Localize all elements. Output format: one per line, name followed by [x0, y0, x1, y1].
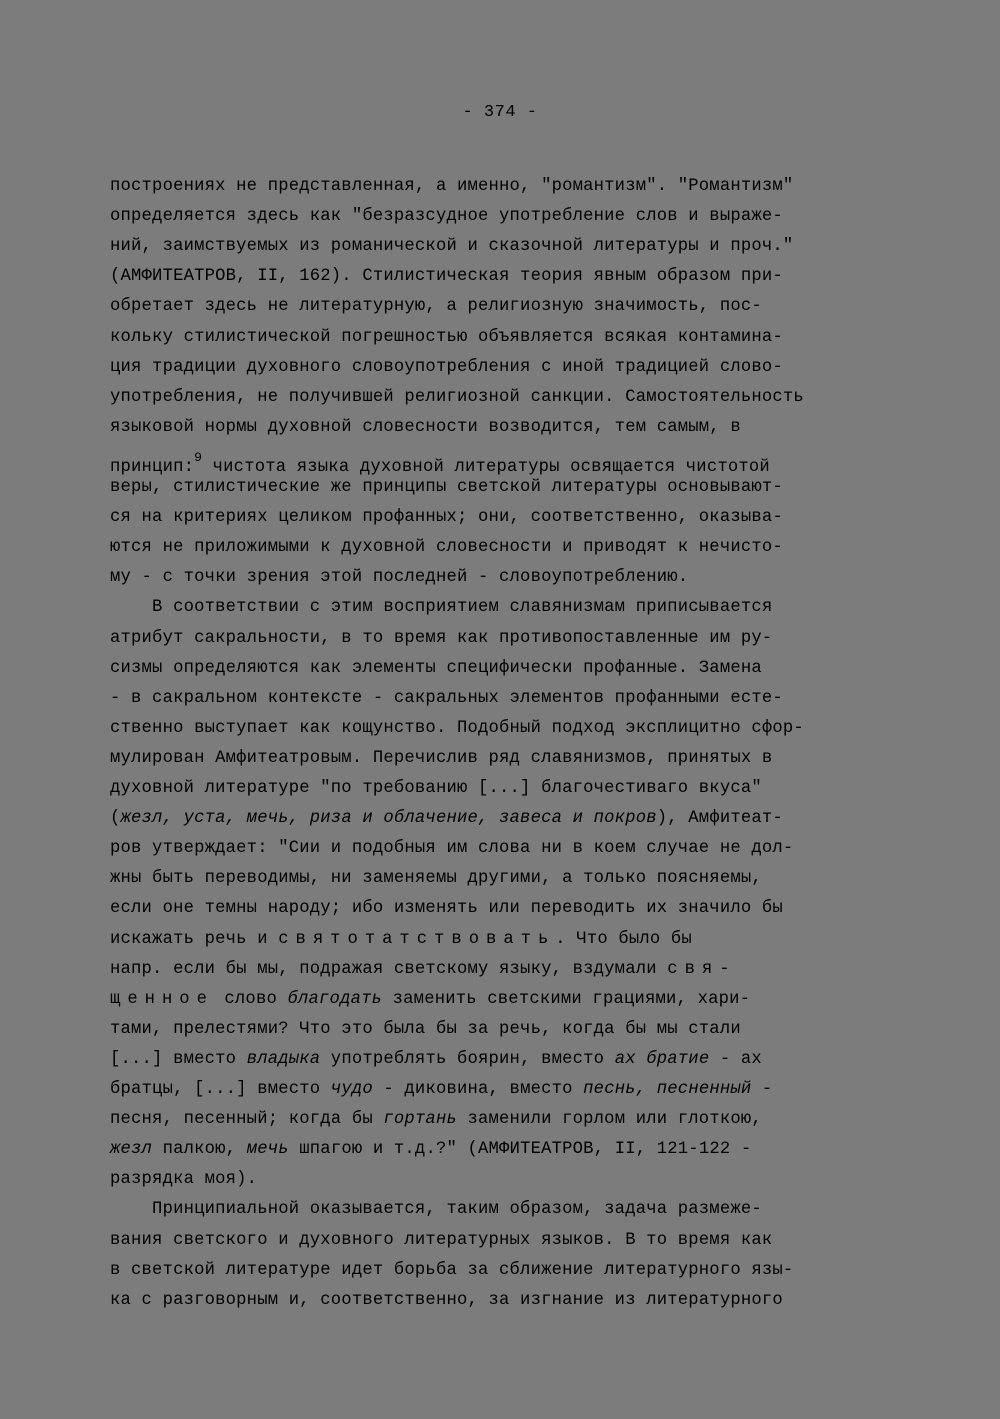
text-segment: сизмы определяются как элементы специфически профанные. Замена: [110, 658, 762, 678]
text-line: [110, 628, 772, 650]
text-line: [110, 1019, 741, 1041]
text-segment: песня, песенный; когда бы: [110, 1110, 384, 1130]
text-segment: ся на критериях целиком профанных; они, соответственно, оказыва-: [110, 508, 783, 528]
text-segment: палкою,: [152, 1140, 247, 1160]
text-segment: тами, прелестями? Что это была бы за речь, когда бы мы стали: [110, 1019, 741, 1039]
text-segment: Принципиальной оказывается, таким образом, задача размеже-: [110, 1200, 762, 1220]
text-segment: ка с разговорным и, соответственно, за изгнание из литературного: [110, 1290, 783, 1310]
text-line: [110, 447, 770, 479]
text-line: [110, 748, 772, 770]
text-line: [110, 327, 783, 349]
text-line: [110, 929, 692, 951]
text-segment: кольку стилистической погрешностью объявляется всякая контамина-: [110, 327, 783, 347]
italic-text: чудо: [330, 1080, 373, 1099]
text-segment: му - с точки зрения этой последней - словоупотреблению.: [110, 568, 689, 588]
italic-text: жезл: [110, 1140, 153, 1160]
italic-text: владыка: [246, 1049, 321, 1069]
text-line: [110, 357, 783, 379]
italic-text: гортань: [383, 1110, 457, 1130]
text-segment: языковой нормы духовной словесности возводится, тем самым, в: [110, 417, 741, 437]
text-segment: разрядка моя).: [110, 1170, 258, 1190]
text-line: [110, 688, 783, 710]
spaced-text: щенное: [110, 989, 214, 1009]
text-line: [110, 989, 750, 1011]
text-line: [110, 898, 783, 920]
text-segment: в светской литературе идет борьба за сближение литературного язы-: [110, 1260, 794, 1280]
text-segment: слово: [213, 989, 288, 1009]
page-number: - 374 -: [462, 103, 538, 122]
text-segment: напр. если бы мы, подражая светскому языку, вздумали: [110, 959, 668, 979]
text-segment: обретает здесь не литературную, а религиозную значимость, пос-: [110, 297, 762, 317]
text-segment: атрибут сакральности, в то время как противопоставленные им ру-: [110, 628, 773, 648]
text-segment: шпагою и т.д.?" (АМФИТЕАТРОВ, II, 121-122 -: [288, 1140, 752, 1160]
text-line: [110, 1199, 762, 1221]
text-segment: - диковина, вместо: [372, 1080, 584, 1099]
text-segment: вания светского и духовного литературных языков. В то время как: [110, 1230, 773, 1250]
text-line: [110, 778, 762, 800]
text-line: [110, 266, 783, 288]
text-line: [110, 868, 762, 890]
text-line: [110, 1260, 793, 1282]
text-line: [110, 1230, 772, 1252]
text-line: [110, 658, 762, 680]
text-line: [110, 808, 783, 830]
text-line: [110, 1169, 257, 1191]
text-line: [110, 718, 804, 740]
text-segment: принцип:: [110, 457, 195, 477]
text-line: [110, 387, 804, 409]
text-line: [110, 1290, 783, 1312]
text-line: [110, 1049, 762, 1071]
text-segment: (: [110, 809, 121, 829]
text-line: [110, 176, 793, 198]
italic-text: мечь: [246, 1140, 289, 1160]
text-line: [110, 567, 688, 589]
text-segment: ров утверждает: "Сии и подобныя им слова ни в коем случае не дол-: [110, 839, 794, 859]
text-segment: духовной литературе "по требованию [...] благочестиваго вкуса": [110, 779, 762, 798]
text-line: [110, 296, 762, 318]
text-segment: -: [751, 1080, 773, 1099]
text-line: [110, 1079, 772, 1101]
text-segment: если оне темны народу; ибо изменять или переводить их значило бы: [110, 899, 783, 919]
text-line: [110, 838, 793, 860]
text-line: [110, 236, 793, 258]
text-segment: - в сакральном контексте - сакральных элементов профанными есте-: [110, 688, 783, 708]
text-segment: искажать речь и: [110, 929, 279, 949]
text-segment: ются не приложимыми к духовной словесности и приводят к нечисто-: [110, 538, 783, 558]
text-segment: чистота языка духовной литературы освящается чистотой: [202, 457, 770, 477]
text-segment: употребления, не получившей религиозной санкции. Самостоятельность: [110, 387, 804, 407]
text-segment: построениях не представленная, а именно, "романтизм". "Романтизм": [110, 177, 794, 196]
text-line: [110, 507, 783, 529]
text-segment: ний, заимствуемых из романической и сказочной литературы и проч.": [110, 237, 794, 257]
text-segment: мулирован Амфитеатровым. Перечислив ряд славянизмов, принятых в: [110, 748, 773, 768]
spaced-text: святотатствовать: [278, 929, 556, 949]
italic-text: песнь, песненный: [583, 1080, 752, 1099]
text-segment: ция традиции духовного словоупотребления с иной традицией слово-: [110, 357, 783, 377]
spaced-text: свя-: [667, 959, 737, 979]
text-segment: ), Амфитеат-: [656, 809, 783, 829]
text-segment: употреблять боярин, вместо: [320, 1049, 615, 1069]
text-segment: - ах: [709, 1049, 762, 1069]
italic-text: жезл, уста, мечь, риза и облачение, завеса и покров: [120, 809, 657, 829]
footnote-marker: 9: [194, 449, 203, 465]
text-segment: заменили горлом или глоткою,: [456, 1110, 762, 1130]
text-segment: [...] вместо: [110, 1049, 247, 1069]
text-segment: жны быть переводимы, ни заменяемы другими, а только поясняемы,: [110, 869, 762, 889]
text-segment: В соответствии с этим восприятием славянизмам приписывается: [110, 598, 773, 618]
text-segment: ственно выступает как кощунство. Подобный подход эксплицитно сфор-: [110, 718, 804, 738]
text-segment: . Что было бы: [555, 929, 692, 949]
text-segment: (АМФИТЕАТРОВ, II, 162). Стилистическая теория явным образом при-: [110, 267, 783, 287]
text-line: [110, 1109, 762, 1131]
text-line: [110, 477, 783, 499]
italic-text: благодать: [287, 989, 383, 1009]
text-segment: определяется здесь как "безразсудное употребление слов и выраже-: [110, 207, 783, 227]
text-line: [110, 537, 783, 559]
text-line: [110, 206, 783, 228]
text-segment: веры, стилистические же принципы светской литературы основывают-: [110, 478, 783, 497]
text-line: [110, 959, 737, 981]
italic-text: ах братие: [614, 1049, 710, 1069]
text-segment: братцы, [...] вместо: [110, 1080, 331, 1099]
text-segment: заменить светскими грациями, хари-: [382, 989, 751, 1009]
text-line: [110, 597, 772, 619]
text-line: [110, 417, 741, 439]
text-line: [110, 1139, 751, 1161]
